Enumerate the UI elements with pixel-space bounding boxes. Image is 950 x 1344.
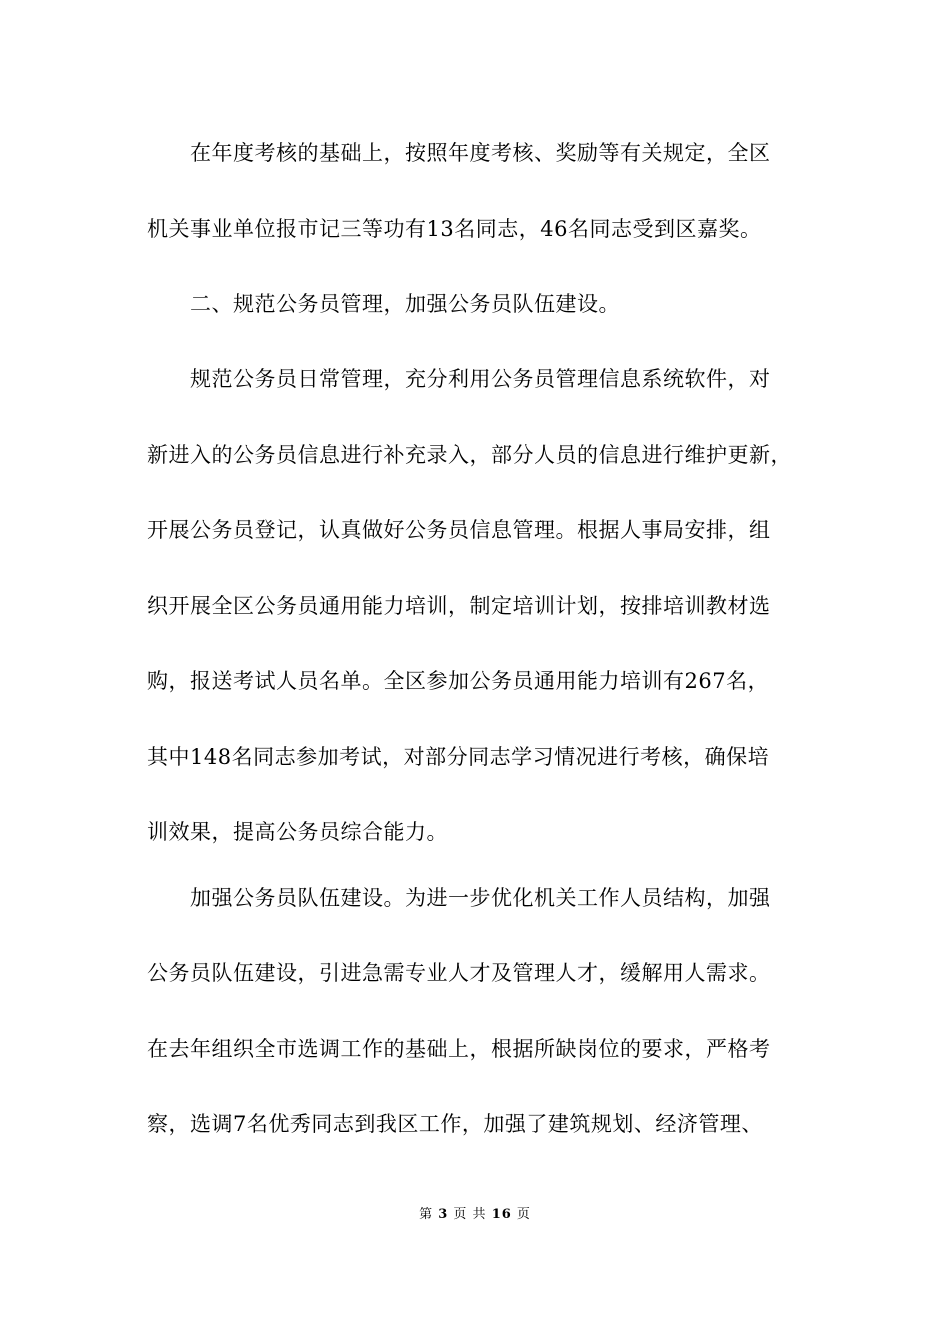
current-page-number: 3 <box>438 1207 449 1222</box>
text-line-14: 察，选调7名优秀同志到我区工作，加强了建筑规划、经济管理、 <box>147 1112 763 1136</box>
footer-suffix: 页 <box>516 1207 531 1222</box>
footer-prefix: 第 <box>419 1207 434 1222</box>
page-footer <box>0 1206 950 1224</box>
text-line-12: 公务员队伍建设，引进急需专业人才及管理人才，缓解用人需求。 <box>147 961 771 985</box>
text-line-9: 其中148名同志参加考试，对部分同志学习情况进行考核，确保培 <box>147 745 770 769</box>
text-line-8: 购，报送考试人员名单。全区参加公务员通用能力培训有267名， <box>147 669 770 693</box>
text-line-4: 规范公务员日常管理，充分利用公务员管理信息系统软件，对 <box>147 367 771 391</box>
text-line-13: 在去年组织全市选调工作的基础上，根据所缺岗位的要求，严格考 <box>147 1037 771 1061</box>
text-line-11: 加强公务员队伍建设。为进一步优化机关工作人员结构，加强 <box>147 886 771 910</box>
text-line-7: 织开展全区公务员通用能力培训，制定培训计划，按排培训教材选 <box>147 594 771 618</box>
text-line-3: 二、规范公务员管理，加强公务员队伍建设。 <box>147 292 620 316</box>
total-pages-number: 16 <box>491 1207 512 1222</box>
text-line-5: 新进入的公务员信息进行补充录入，部分人员的信息进行维护更新， <box>147 443 792 467</box>
text-line-1: 在年度考核的基础上，按照年度考核、奖励等有关规定，全区 <box>147 141 771 165</box>
text-line-10: 训效果，提高公务员综合能力。 <box>147 820 448 844</box>
footer-middle: 页 共 <box>453 1207 487 1222</box>
text-line-6: 开展公务员登记，认真做好公务员信息管理。根据人事局安排，组 <box>147 518 771 542</box>
text-line-2: 机关事业单位报市记三等功有13名同志，46名同志受到区嘉奖。 <box>147 217 762 241</box>
